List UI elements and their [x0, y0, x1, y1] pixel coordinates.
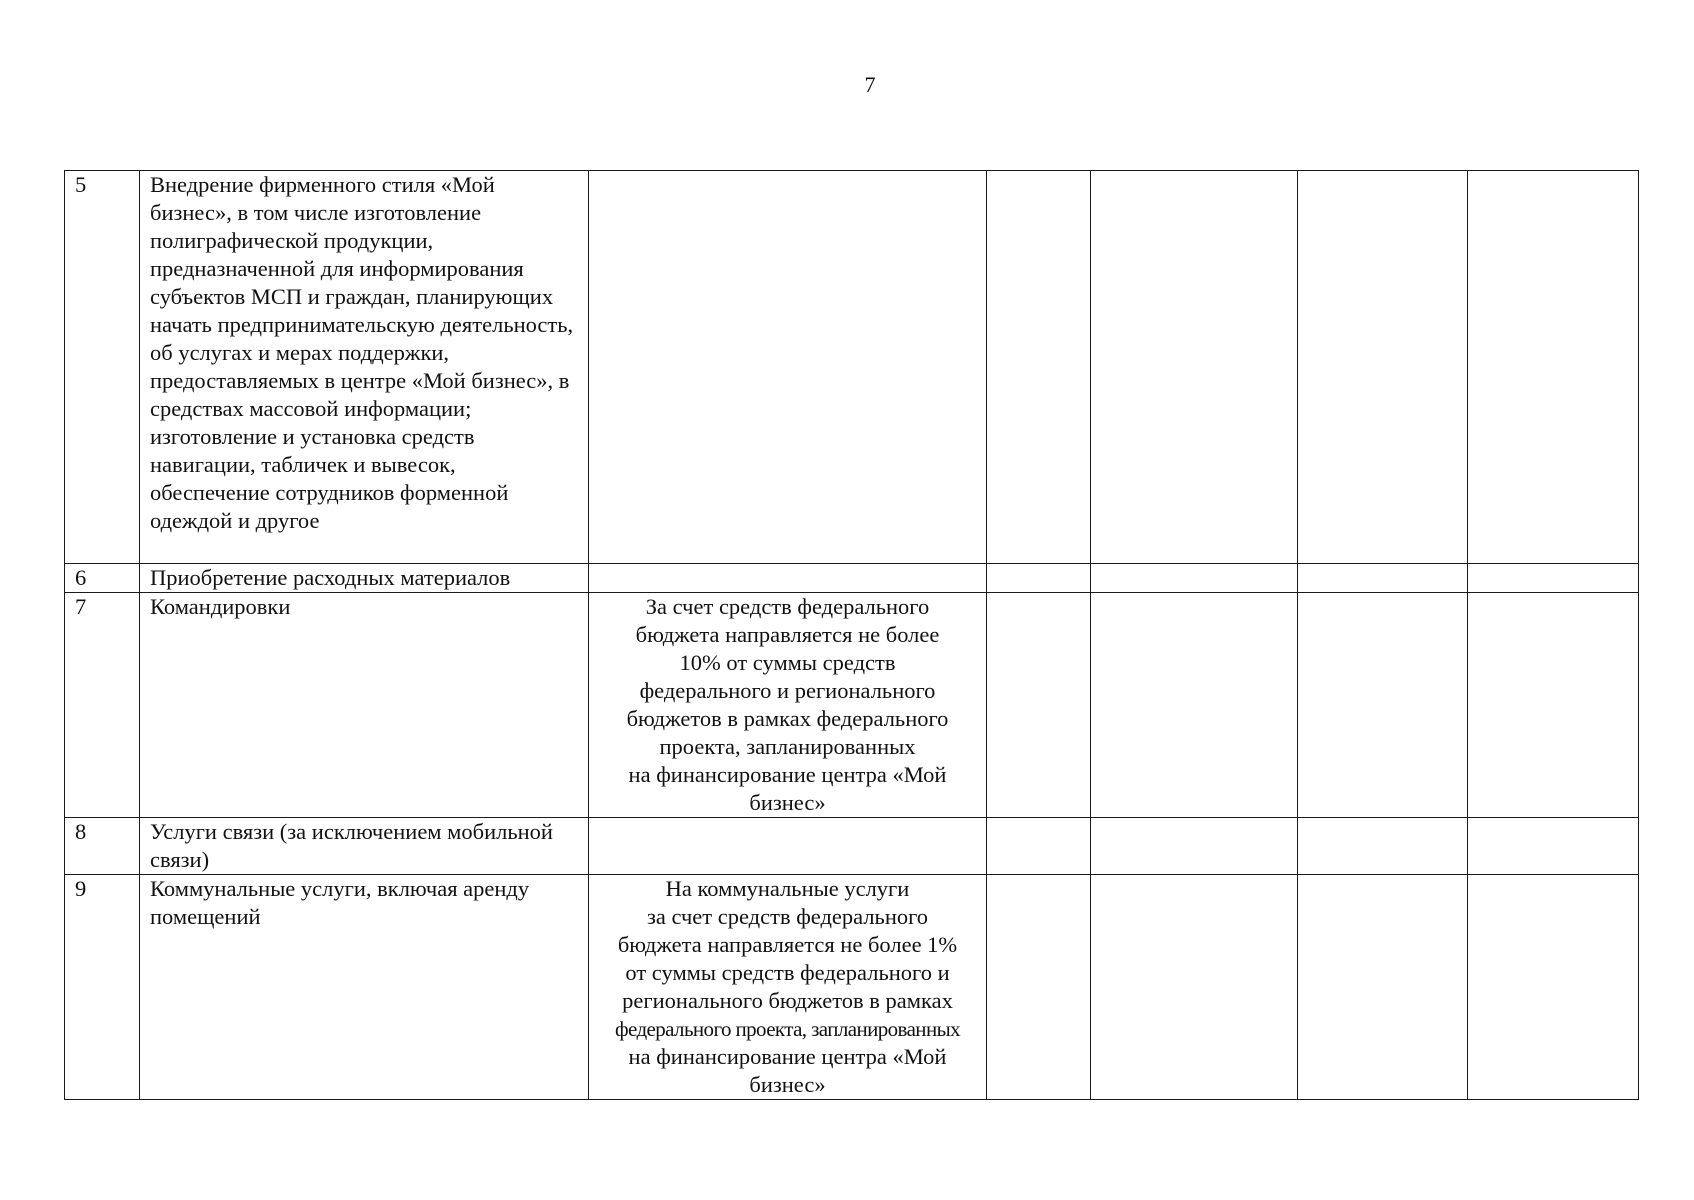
funding-note-line: от суммы средств федерального и	[625, 960, 950, 985]
empty-cell	[1298, 818, 1468, 875]
table-row	[65, 564, 1639, 593]
funding-note-cell	[589, 818, 987, 875]
item-name-text: Приобретение расходных материалов	[150, 565, 511, 590]
empty-cell	[1091, 818, 1298, 875]
table-row	[65, 171, 1639, 564]
funding-note-line: на финансирование центра «Мой	[628, 762, 947, 787]
empty-cell	[1298, 593, 1468, 818]
funding-note-line: на финансирование центра «Мой	[628, 1044, 947, 1069]
funding-note-line: На коммунальные услуги	[665, 876, 910, 901]
item-name	[140, 875, 589, 1100]
item-name	[140, 171, 589, 564]
budget-items-table	[64, 170, 1639, 1100]
row-number: 6	[65, 564, 140, 593]
funding-note-line: федерального и регионального	[639, 678, 936, 703]
funding-note-line: За счет средств федерального	[645, 594, 930, 619]
empty-cell	[1091, 171, 1298, 564]
empty-cell	[1468, 593, 1639, 818]
funding-note-line: регионального бюджетов в рамках	[622, 988, 953, 1013]
funding-note-line: бюджетов в рамках федерального	[626, 706, 949, 731]
item-name	[140, 564, 589, 593]
item-name-text: Коммунальные услуги, включая аренду помещений	[150, 876, 530, 929]
empty-cell	[1298, 171, 1468, 564]
row-number: 5	[65, 171, 140, 564]
empty-cell	[1298, 564, 1468, 593]
empty-cell	[1091, 593, 1298, 818]
item-name-text: Командировки	[150, 594, 291, 619]
empty-cell	[987, 818, 1091, 875]
funding-note-line: проекта, запланированных	[659, 734, 916, 759]
empty-cell	[1298, 875, 1468, 1100]
empty-cell	[987, 875, 1091, 1100]
funding-note-line: бизнес»	[749, 790, 826, 815]
row-number: 8	[65, 818, 140, 875]
funding-note-line: бюджета направляется не более 1%	[617, 932, 958, 957]
funding-note-line: федерального проекта, запланированных	[615, 1017, 960, 1041]
empty-cell	[987, 171, 1091, 564]
funding-note-line: 10% от суммы средств	[679, 650, 896, 675]
page-number: 7	[864, 72, 876, 97]
funding-note-line: бизнес»	[749, 1072, 826, 1097]
item-name-text: Услуги связи (за исключением мобильной связи)	[150, 819, 553, 872]
empty-cell	[1091, 875, 1298, 1100]
item-name	[140, 593, 589, 818]
item-name	[140, 818, 589, 875]
table-row	[65, 593, 1639, 818]
table-row	[65, 818, 1639, 875]
funding-note-line: за счет средств федерального	[646, 904, 929, 929]
item-name-text: Внедрение фирменного стиля «Мой бизнес», в том числе изготовление полиграфической продукции, предназначенной для информирования субъектов МСП и граждан, планирующих начать предпринимательскую деятельность, об услугах и мерах поддержки, предоставляемых в центре «Мой бизнес», в средствах массовой информации; изготовление и установка средств навигации, табличек и вывесок, обеспечение сотрудников форменной одеждой и другое	[150, 172, 574, 533]
empty-cell	[987, 593, 1091, 818]
empty-cell	[1468, 564, 1639, 593]
empty-cell	[987, 564, 1091, 593]
row-number: 9	[65, 875, 140, 1100]
funding-note-line: бюджета направляется не более	[635, 622, 940, 647]
empty-cell	[1468, 875, 1639, 1100]
row-number: 7	[65, 593, 140, 818]
funding-note-cell	[589, 875, 987, 1100]
funding-note-cell	[589, 171, 987, 564]
funding-note-cell	[589, 564, 987, 593]
table-row	[65, 875, 1639, 1100]
empty-cell	[1468, 818, 1639, 875]
funding-note-cell	[589, 593, 987, 818]
empty-cell	[1468, 171, 1639, 564]
empty-cell	[1091, 564, 1298, 593]
